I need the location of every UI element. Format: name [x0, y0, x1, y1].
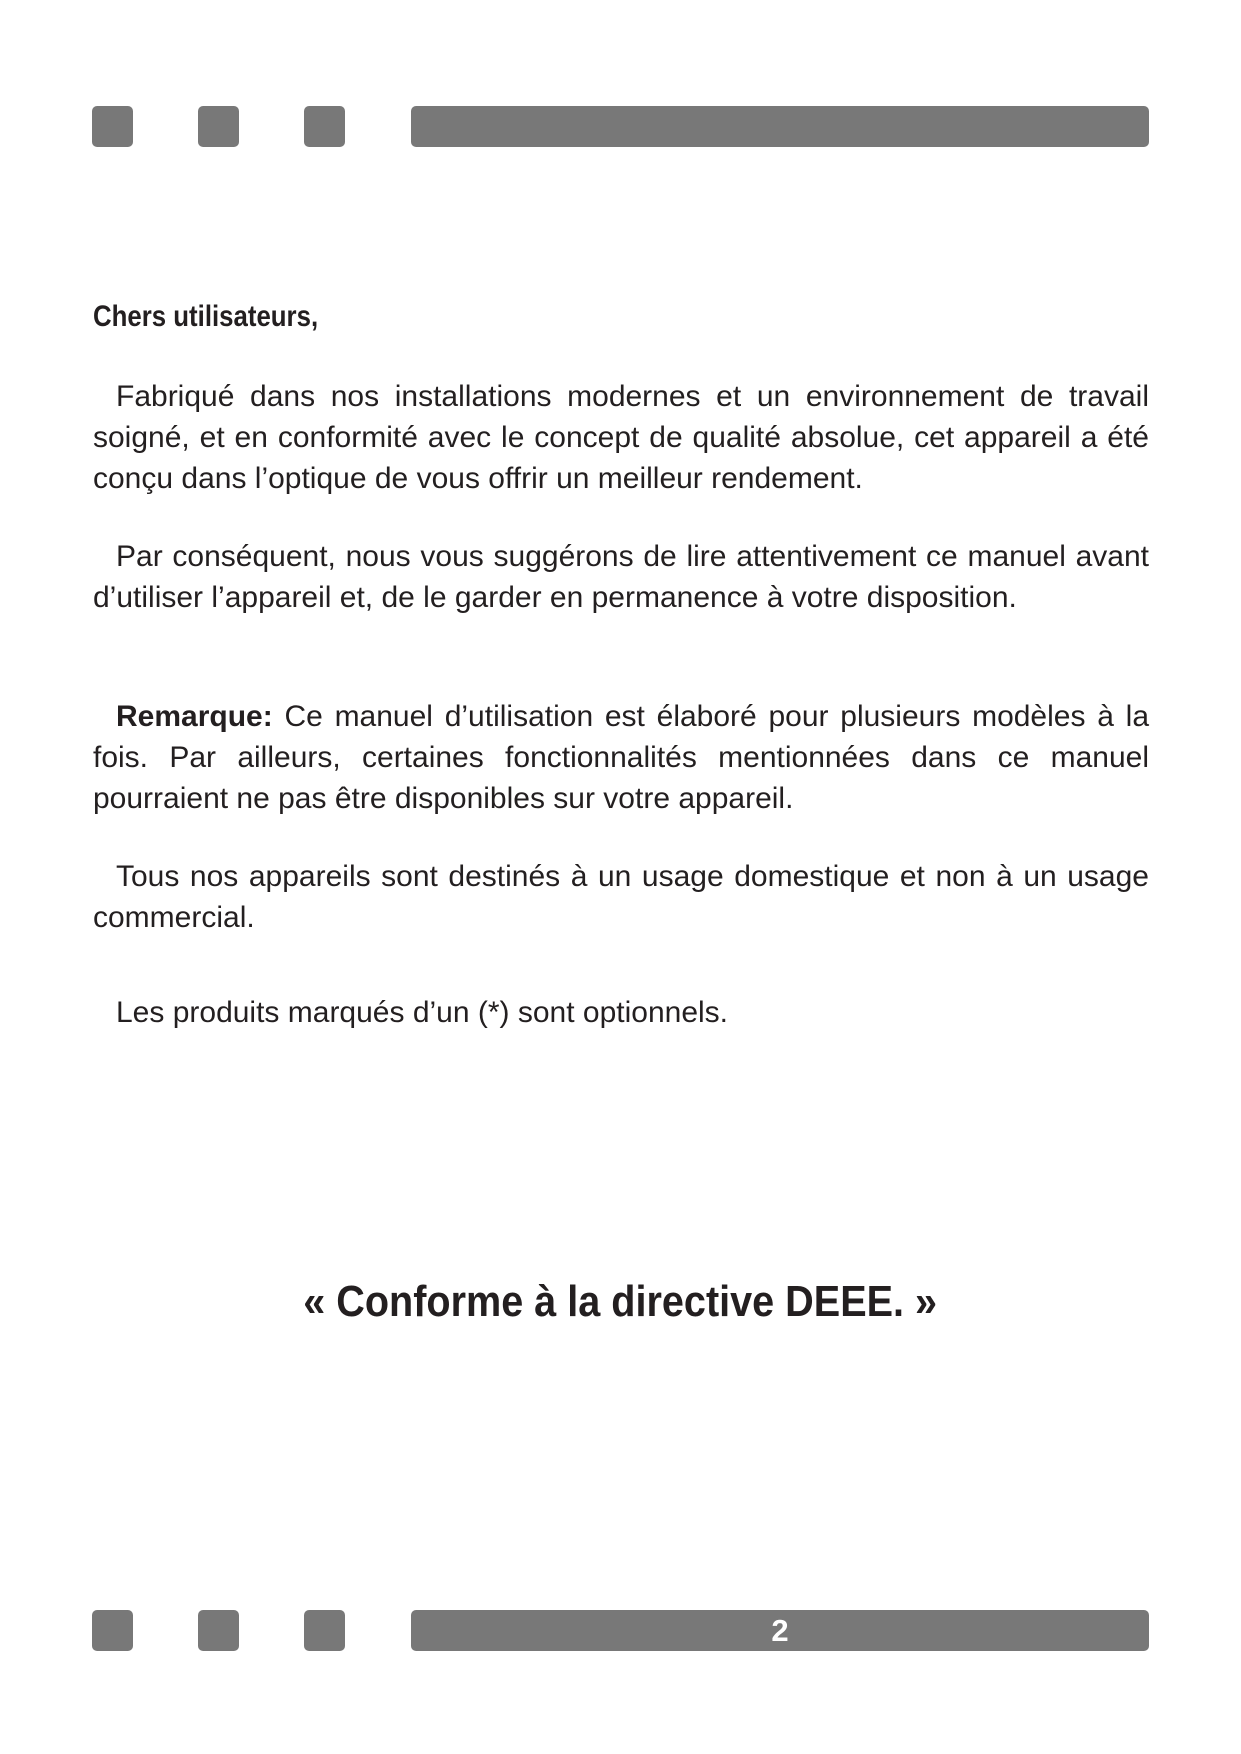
paragraph-optional-products: Les produits marqués d’un (*) sont optionnels.	[116, 996, 729, 1029]
conformity-text: « Conforme à la directive DEEE. »	[303, 1277, 938, 1326]
paragraph-intro: Fabriqué dans nos installations modernes et un environnement de travail soigné, et en conformité avec le concept de qualité absolue, cet appareil a été conçu dans l’optique de vous offrir un meilleur rendement.	[93, 380, 1149, 495]
header-square-1	[92, 106, 133, 147]
paragraph-read-manual: Par conséquent, nous vous suggérons de lire attentivement ce manuel avant d’utiliser l’appareil et, de le garder en permanence à votre disposition.	[93, 540, 1149, 614]
header-square-3	[304, 106, 345, 147]
remark-label: Remarque:	[116, 700, 273, 733]
footer-square-2	[198, 1610, 239, 1651]
page-number: 2	[411, 1610, 1149, 1651]
paragraph-remark	[93, 696, 1149, 819]
conformity-statement	[0, 1277, 1241, 1327]
header-bar	[411, 106, 1149, 147]
greeting: Chers utilisateurs,	[93, 300, 319, 333]
remark-text: Ce manuel d’utilisation est élaboré pour plusieurs modèles à la fois. Par ailleurs, certaines fonctionnalités mentionnées dans ce manuel pourraient ne pas être disponibles sur votre appareil.	[93, 700, 1149, 815]
paragraph-domestic-use: Tous nos appareils sont destinés à un usage domestique et non à un usage commercial.	[93, 860, 1149, 934]
footer-square-3	[304, 1610, 345, 1651]
footer-square-1	[92, 1610, 133, 1651]
header-square-2	[198, 106, 239, 147]
